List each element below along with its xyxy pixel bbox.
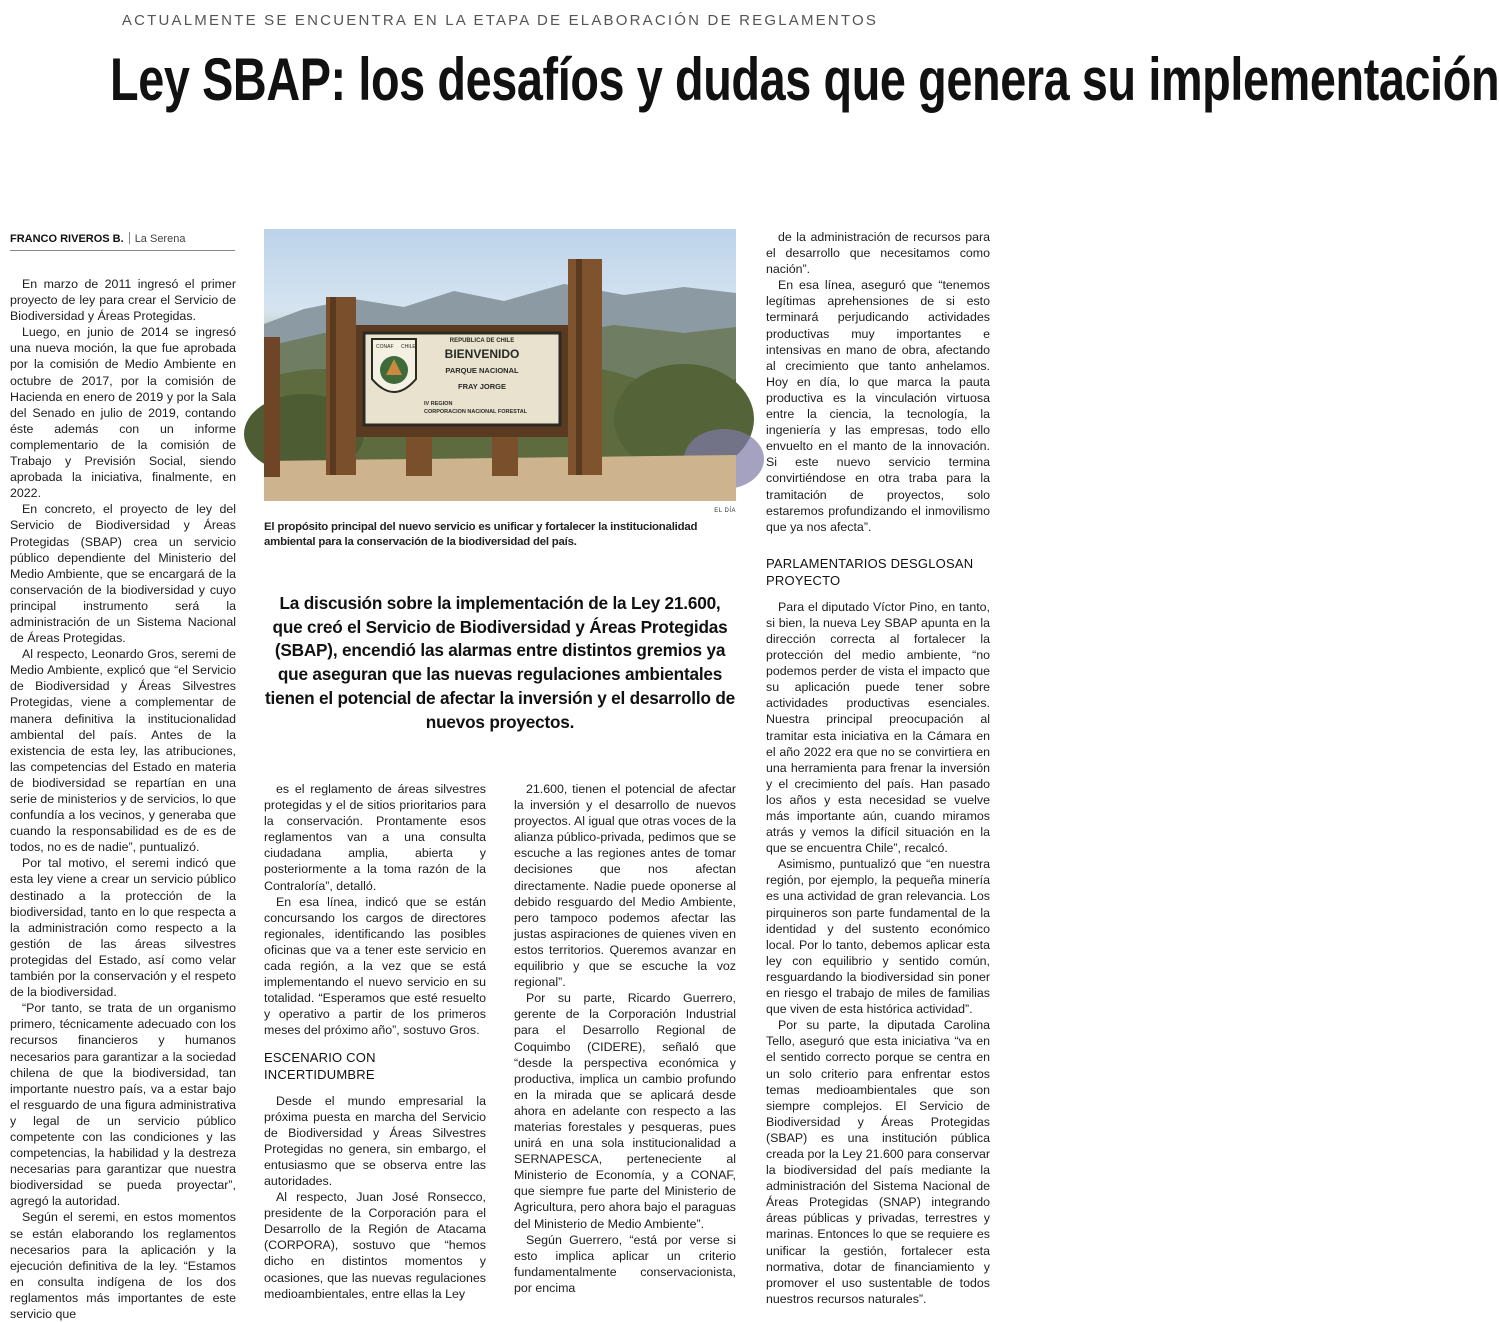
paragraph: Por su parte, la diputada Carolina Tello, aseguró que esta iniciativa “va en el sentido correcto porque se centra en un solo criterio para enfrentar estos temas medioambientales que son siempre complejos. El Servicio de Biodiversidad y Áreas Protegidas (SBAP) es una institución pública creada por la Ley 21.600 para conservar la biodiversidad del país mediante la administración del Sistema Nacional de Áreas Protegidas (SNAP) integrando áreas públicas y privadas, terrestres y marinas. Entonces lo que se requiere es unificar la gestión, fortalecer esta normativa, dotar de financiamiento y promover el uso sustentable de todos nuestros recursos naturales”. <box>766 1018 990 1306</box>
column-2-body-b <box>264 1093 486 1302</box>
paragraph: de la administración de recursos para el desarrollo que necesitamos como nación”. <box>766 230 990 277</box>
column-3 <box>514 781 736 1295</box>
paragraph: Al respecto, Leonardo Gros, seremi de Medio Ambiente, explicó que “el Servicio de Biodiversidad y Áreas Silvestres Protegidas, viene a complementar de manera definitiva la institucionalidad ambiental del país. Antes de la existencia de esta ley, las atribuciones, las competencias del Estado en materia de biodiversidad se repartían en una serie de ministerios y de servicios, lo que confundía a los vecinos, y generaba que cuando la responsabilidad es de es de todos, no es de nadie”, puntualizó. <box>10 647 236 855</box>
sign-post-right <box>568 259 602 475</box>
paragraph: Al respecto, Juan José Ronsecco, presidente de la Corporación para el Desarrollo de la Región de Atacama (CORPORA), sostuvo que “hemos dicho en distintos momentos y ocasiones, que las nuevas regulaciones medioambientales, entre ellas la Ley <box>264 1190 486 1301</box>
sign-line: BIENVENIDO <box>444 347 520 361</box>
photo-credit: EL DÍA <box>714 508 736 514</box>
paragraph: es el reglamento de áreas silvestres protegidas y el de sitios prioritarios para la conservación. Prontamente esos reglamentos van a una consulta ciudadana amplia, abierta y posteriormente a la toma razón de la Contraloría”, detalló. <box>264 782 486 893</box>
headline: Ley SBAP: los desafíos y dudas que genera su implementación <box>110 46 1499 113</box>
photo-caption: El propósito principal del nuevo servicio es unificar y fortalecer la institucionalidad ambiental para la conservación de la biodiversidad del país. <box>264 521 698 548</box>
byline-place: La Serena <box>134 233 186 245</box>
subhead-escenario: ESCENARIO CON INCERTIDUMBRE <box>264 1049 376 1082</box>
paragraph: “Por tanto, se trata de un organismo primero, técnicamente adecuado con los recursos financieros y humanos necesarios para garantizar a la sociedad chilena de que la biodiversidad, tan importante nuestro país, va a estar bajo el resguardo de una figura administrativa y legal de un servicio público competente con las condiciones y las competencias, la habilidad y la destreza necesarias para garantizar que nuestra biodiversidad se pueda proyectar”, agregó la autoridad. <box>10 1001 236 1209</box>
paragraph: 21.600, tienen el potencial de afectar la inversión y el desarrollo de nuevos proyectos. Al igual que otras voces de la alianza público-privada, pedimos que se escuche a las regiones antes de tomar decisiones que nos afectan directamente. Nadie puede oponerse al debido resguardo del Medio Ambiente, pero tampoco podemos afectar las justas aspiraciones de quienes viven en estos territorios. Queremos avanzar en equilibrio y que se escuche la voz regional”. <box>514 782 736 990</box>
byline <box>10 231 235 251</box>
paragraph: En esa línea, indicó que se están concursando los cargos de directores regionales, identificando las posibles oficinas que va a tener este servicio en cada región, a la vez que se está implementando el nuevo servicio en su totalidad. “Esperamos que esté resuelto y operativo a partir de los primeros meses del próximo año”, sostuvo Gros. <box>264 894 486 1038</box>
sign-line: REPUBLICA DE CHILE <box>449 338 515 344</box>
paragraph: En concreto, el proyecto de ley del Servicio de Biodiversidad y Áreas Protegidas (SBAP) crea un servicio público dependiente del Ministerio del Medio Ambiente, que se encargará de la conservación de la biodiversidad y cuyo principal instrumento será la administración de un Sistema Nacional de Áreas Protegidas. <box>10 502 236 646</box>
paragraph: En esa línea, aseguró que “tenemos legítimas aprehensiones de si esto terminará perjudicando actividades productivas muy importantes e intensivas en mano de obra, afectando al crecimiento que tanto anhelamos. Hoy en día, lo que marca la pauta productiva es la vinculación virtuosa entre la ciencia, la tecnología, la ingeniería y las empresas, todo ello envuelto en el manto de la innovación. Si este nuevo servicio termina convirtiéndose en otra traba para la tramitación de proyectos, solo estaremos profundizando el inmovilismo que ya nos afecta”. <box>766 278 990 534</box>
sign-logo-chile: CHILE <box>401 344 416 350</box>
sign-logo-conaf: CONAF <box>376 344 394 350</box>
paragraph: Desde el mundo empresarial la próxima puesta en marcha del Servicio de Biodiversidad y Áreas Silvestres Protegidas no genera, sin embargo, el entusiasmo que se observa entre las autoridades. <box>264 1093 486 1188</box>
paragraph: Luego, en junio de 2014 se ingresó una nueva moción, la que fue aprobada por la comisión de Medio Ambiente en octubre de 2017, por la comisión de Hacienda en enero de 2019 y por la Sala del Senado en julio de 2019, contando éste además con un informe complementario de la comisión de Trabajo y Previsión Social, siendo aprobada la iniciativa, finalmente, en 2022. <box>10 325 236 501</box>
paragraph: Asimismo, puntualizó que “en nuestra región, por ejemplo, la pequeña minería es una actividad de gran relevancia. Los pirquineros son parte fundamental de la identidad y del sustento económico local. Por lo tanto, debemos aplicar esta ley con equilibrio y sentido común, resguardando la biodiversidad sin poner en riesgo el trabajo de miles de familias que viven de esta histórica actividad”. <box>766 857 990 1017</box>
paragraph: Según Guerrero, “está por verse si esto implica aplicar un criterio fundamentalmente conservacionista, por encima <box>514 1232 736 1295</box>
paragraph: Por tal motivo, el seremi indicó que esta ley viene a crear un servicio público destinado a la protección de la biodiversidad, tanto en lo que respecta a la administración como respecto a la gestión de las áreas silvestres protegidas del Estado, así como velar también por la conservación y el respeto de la biodiversidad. <box>10 856 236 1000</box>
subhead-parlamentarios: PARLAMENTARIOS DESGLOSAN PROYECTO <box>766 555 974 588</box>
column-1 <box>10 276 236 1321</box>
column-4-body-b <box>766 599 990 1307</box>
sign-line: CORPORACION NACIONAL FORESTAL <box>424 409 528 415</box>
column-4-body <box>766 229 990 535</box>
byline-separator <box>129 232 130 244</box>
column-2 <box>264 781 486 1301</box>
sign-line: IV REGION <box>424 401 453 407</box>
kicker: ACTUALMENTE SE ENCUENTRA EN LA ETAPA DE ELABORACIÓN DE REGLAMENTOS <box>121 12 879 29</box>
byline-author: FRANCO RIVEROS B. <box>10 233 124 245</box>
column-4 <box>766 229 990 1306</box>
pull-quote: La discusión sobre la implementación de la Ley 21.600, que creó el Servicio de Biodiversidad y Áreas Protegidas (SBAP), encendió las alarmas entre distintos gremios ya que aseguran que las nuevas regulaciones ambientales tienen el potencial de afectar la inversión y el desarrollo de nuevos proyectos. <box>265 593 735 732</box>
paragraph: En marzo de 2011 ingresó el primer proyecto de ley para crear el Servicio de Biodiversidad y Áreas Protegidas. <box>10 277 236 324</box>
stump <box>492 434 518 476</box>
article-photo <box>264 229 736 501</box>
paragraph: Para el diputado Víctor Pino, en tanto, si bien, la nueva Ley SBAP apunta en la dirección correcta al fortalecer la protección del medio ambiente, “no podemos perder de vista el impacto que su aplicación puede tener sobre actividades productivas esenciales. Nuestra principal preocupación al tramitar esta iniciativa en la Cámara en el año 2022 era que no se convirtiera en una herramienta para frenar la inversión y el crecimiento del país. Han pasado los años y esta necesidad se vuelve más importante aún, cuando miramos atrás y vemos la difícil situación en la que se encuentra Chile”, recalcó. <box>766 599 990 856</box>
park-sign-photo <box>264 229 736 501</box>
paragraph: Por su parte, Ricardo Guerrero, gerente de la Corporación Industrial para el Desarrollo Regional de Coquimbo (CIDERE), señaló que “desde la perspectiva económica y productiva, implica un cambio profundo en la mirada que se aplicará desde ahora en adelante con respecto a las materias forestales y pesqueras, pues unirá en una sola institucionalidad a SERNAPESCA, perteneciente al Ministerio de Economía, y a CONAF, que siempre fue parte del Ministerio de Agricultura, pero ahora bajo el paraguas del Ministerio de Medio Ambiente”. <box>514 991 736 1231</box>
sign-line: FRAY JORGE <box>458 382 506 391</box>
sign-line: PARQUE NACIONAL <box>445 366 519 375</box>
stump <box>406 434 432 476</box>
column-2-body <box>264 781 486 1039</box>
paragraph: Según el seremi, en estos momentos se están elaborando los reglamentos necesarios para la aplicación y la ejecución definitiva de la ley. “Estamos en consulta indígena de los dos reglamentos más importantes de este servicio que <box>10 1210 236 1321</box>
